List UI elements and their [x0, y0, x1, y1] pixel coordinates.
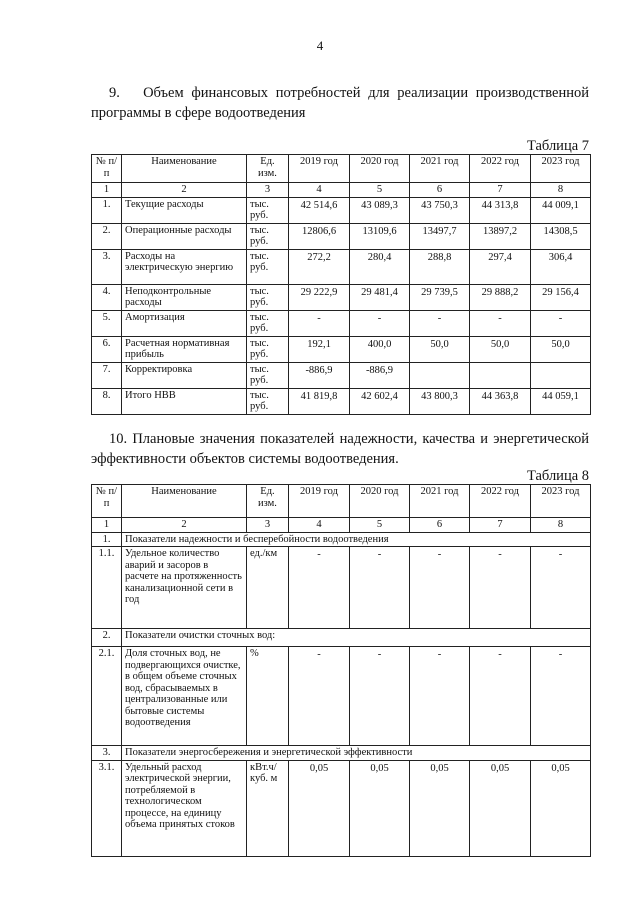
table7-colnum: 6: [410, 183, 470, 198]
row-unit: ед./км: [247, 547, 289, 629]
section-title: Показатели надежности и бесперебойности водоотведения: [122, 532, 591, 547]
table8-colnum: 1: [92, 518, 122, 533]
row-name: Корректировка: [122, 362, 247, 388]
row-value: [470, 362, 531, 388]
table8-row: [92, 760, 591, 856]
row-value: 50,0: [531, 336, 591, 362]
table7-row: [92, 388, 591, 414]
row-value: 44 313,8: [470, 197, 531, 223]
row-value: 43 750,3: [410, 197, 470, 223]
row-value: 50,0: [410, 336, 470, 362]
row-value: -: [289, 310, 350, 336]
row-value: 41 819,8: [289, 388, 350, 414]
row-value: 288,8: [410, 249, 470, 284]
row-value: -: [470, 647, 531, 746]
table8-colnum: 4: [289, 518, 350, 533]
table8-header: Наименование: [122, 485, 247, 518]
row-value: 43 089,3: [350, 197, 410, 223]
section-title: Показатели энергосбережения и энергетической эффективности: [122, 746, 591, 761]
section-10-line1: 10. Плановые значения показателей надежности, качества и энергетической: [109, 431, 589, 447]
row-unit: тыс. руб.: [247, 197, 289, 223]
row-name: Удельное количество аварий и засоров в расчете на протяженность канализационной сети в год: [122, 547, 247, 629]
section-9-line2: программы в сфере водоотведения: [91, 105, 306, 121]
row-value: 44 363,8: [470, 388, 531, 414]
row-value: 44 009,1: [531, 197, 591, 223]
section-number: 3.: [92, 746, 122, 761]
row-value: 297,4: [470, 249, 531, 284]
row-value: 13109,6: [350, 223, 410, 249]
row-number: 8.: [92, 388, 122, 414]
row-value: 50,0: [470, 336, 531, 362]
table8-row: [92, 647, 591, 746]
table8-colnum: 3: [247, 518, 289, 533]
row-value: 0,05: [410, 760, 470, 856]
row-name: Амортизация: [122, 310, 247, 336]
table8-header: 2019 год: [289, 485, 350, 518]
page-number: 4: [316, 38, 324, 53]
table7-row: [92, 362, 591, 388]
row-unit: %: [247, 647, 289, 746]
table7-row: [92, 249, 591, 284]
table7-caption: Таблица 7: [527, 138, 590, 154]
row-value: 0,05: [350, 760, 410, 856]
row-name: Текущие расходы: [122, 197, 247, 223]
table7-colnum: 2: [122, 183, 247, 198]
row-value: -: [531, 647, 591, 746]
row-number: 1.1.: [92, 547, 122, 629]
section-9-heading: [91, 83, 589, 123]
table8-section-row: [92, 629, 591, 647]
row-name: Расходы на электрическую энергию: [122, 249, 247, 284]
row-value: 0,05: [289, 760, 350, 856]
row-number: 4.: [92, 284, 122, 310]
row-value: [410, 362, 470, 388]
table7-colnum: 3: [247, 183, 289, 198]
row-unit: тыс. руб.: [247, 249, 289, 284]
row-value: -: [410, 547, 470, 629]
table8-header: 2022 год: [470, 485, 531, 518]
row-value: 400,0: [350, 336, 410, 362]
row-value: -: [350, 547, 410, 629]
row-name: Итого НВВ: [122, 388, 247, 414]
row-value: 13497,7: [410, 223, 470, 249]
row-value: 280,4: [350, 249, 410, 284]
row-value: -886,9: [350, 362, 410, 388]
table7-row: [92, 223, 591, 249]
row-value: [531, 362, 591, 388]
row-name: Неподконтрольные расходы: [122, 284, 247, 310]
table7-header: 2019 год: [289, 155, 350, 183]
row-value: 14308,5: [531, 223, 591, 249]
section-number: 1.: [92, 532, 122, 547]
table7-header: № п/п: [92, 155, 122, 183]
section-9-line1: 9. Объем финансовых потребностей для реализации производственной: [109, 85, 590, 101]
row-number: 2.1.: [92, 647, 122, 746]
row-unit: тыс. руб.: [247, 336, 289, 362]
row-value: -: [289, 547, 350, 629]
row-value: 43 800,3: [410, 388, 470, 414]
table8-colnum: 8: [531, 518, 591, 533]
row-value: 42 514,6: [289, 197, 350, 223]
row-value: 44 059,1: [531, 388, 591, 414]
table8-section-row: [92, 746, 591, 761]
table8-colnum: 2: [122, 518, 247, 533]
table7-row: [92, 197, 591, 223]
table7-colnum: 7: [470, 183, 531, 198]
row-name: Доля сточных вод, не подвергающихся очистке, в общем объеме сточных вод, сбрасываемых в централизованные или бытовые системы водоотведения: [122, 647, 247, 746]
table8-colnum: 5: [350, 518, 410, 533]
table7-colnum-row: [92, 183, 591, 198]
row-value: -: [410, 310, 470, 336]
table7-colnum: 8: [531, 183, 591, 198]
table7: [91, 154, 591, 415]
table7-colnum: 4: [289, 183, 350, 198]
table8-header: 2023 год: [531, 485, 591, 518]
table8-header: 2020 год: [350, 485, 410, 518]
row-number: 2.: [92, 223, 122, 249]
row-number: 3.: [92, 249, 122, 284]
table8-header: Ед. изм.: [247, 485, 289, 518]
table8-header: № п/п: [92, 485, 122, 518]
table7-header: 2023 год: [531, 155, 591, 183]
row-name: Операционные расходы: [122, 223, 247, 249]
table7-row: [92, 310, 591, 336]
row-value: -886,9: [289, 362, 350, 388]
row-unit: тыс. руб.: [247, 388, 289, 414]
section-10-heading: [91, 429, 589, 469]
row-value: -: [350, 647, 410, 746]
row-value: -: [289, 647, 350, 746]
row-value: 306,4: [531, 249, 591, 284]
table7-header: 2022 год: [470, 155, 531, 183]
section-number: 2.: [92, 629, 122, 647]
row-value: 0,05: [531, 760, 591, 856]
table8-section-row: [92, 532, 591, 547]
row-unit: тыс. руб.: [247, 310, 289, 336]
row-value: 29 739,5: [410, 284, 470, 310]
table8-row: [92, 547, 591, 629]
row-value: -: [410, 647, 470, 746]
row-name: Удельный расход электрической энергии, потребляемой в технологическом процессе, на единицу объема принятых стоков: [122, 760, 247, 856]
row-number: 5.: [92, 310, 122, 336]
table7-header: Наименование: [122, 155, 247, 183]
row-unit: тыс. руб.: [247, 362, 289, 388]
row-value: 13897,2: [470, 223, 531, 249]
table7-colnum: 5: [350, 183, 410, 198]
row-value: -: [470, 547, 531, 629]
row-value: 192,1: [289, 336, 350, 362]
section-10-line2: эффективности объектов системы водоотведения.: [91, 451, 399, 467]
row-value: -: [531, 547, 591, 629]
table8: [91, 484, 591, 857]
row-value: 0,05: [470, 760, 531, 856]
table8-header: 2021 год: [410, 485, 470, 518]
section-title: Показатели очистки сточных вод:: [122, 629, 591, 647]
row-value: 29 156,4: [531, 284, 591, 310]
table8-colnum: 7: [470, 518, 531, 533]
row-value: 29 222,9: [289, 284, 350, 310]
row-value: -: [470, 310, 531, 336]
row-unit: тыс. руб.: [247, 284, 289, 310]
row-value: 29 481,4: [350, 284, 410, 310]
table7-row: [92, 284, 591, 310]
row-value: 29 888,2: [470, 284, 531, 310]
table8-colnum: 6: [410, 518, 470, 533]
row-value: 272,2: [289, 249, 350, 284]
row-number: 1.: [92, 197, 122, 223]
table7-colnum: 1: [92, 183, 122, 198]
table8-colnum-row: [92, 518, 591, 533]
row-unit: тыс. руб.: [247, 223, 289, 249]
row-number: 7.: [92, 362, 122, 388]
table8-caption: Таблица 8: [527, 468, 590, 484]
table7-row: [92, 336, 591, 362]
row-value: -: [350, 310, 410, 336]
table7-header: Ед. изм.: [247, 155, 289, 183]
row-unit: кВт.ч/ куб. м: [247, 760, 289, 856]
row-number: 3.1.: [92, 760, 122, 856]
row-number: 6.: [92, 336, 122, 362]
row-value: -: [531, 310, 591, 336]
row-name: Расчетная нормативная прибыль: [122, 336, 247, 362]
row-value: 12806,6: [289, 223, 350, 249]
table7-header: 2021 год: [410, 155, 470, 183]
table7-header-row: [92, 155, 591, 183]
table8-header-row: [92, 485, 591, 518]
table7-header: 2020 год: [350, 155, 410, 183]
row-value: 42 602,4: [350, 388, 410, 414]
